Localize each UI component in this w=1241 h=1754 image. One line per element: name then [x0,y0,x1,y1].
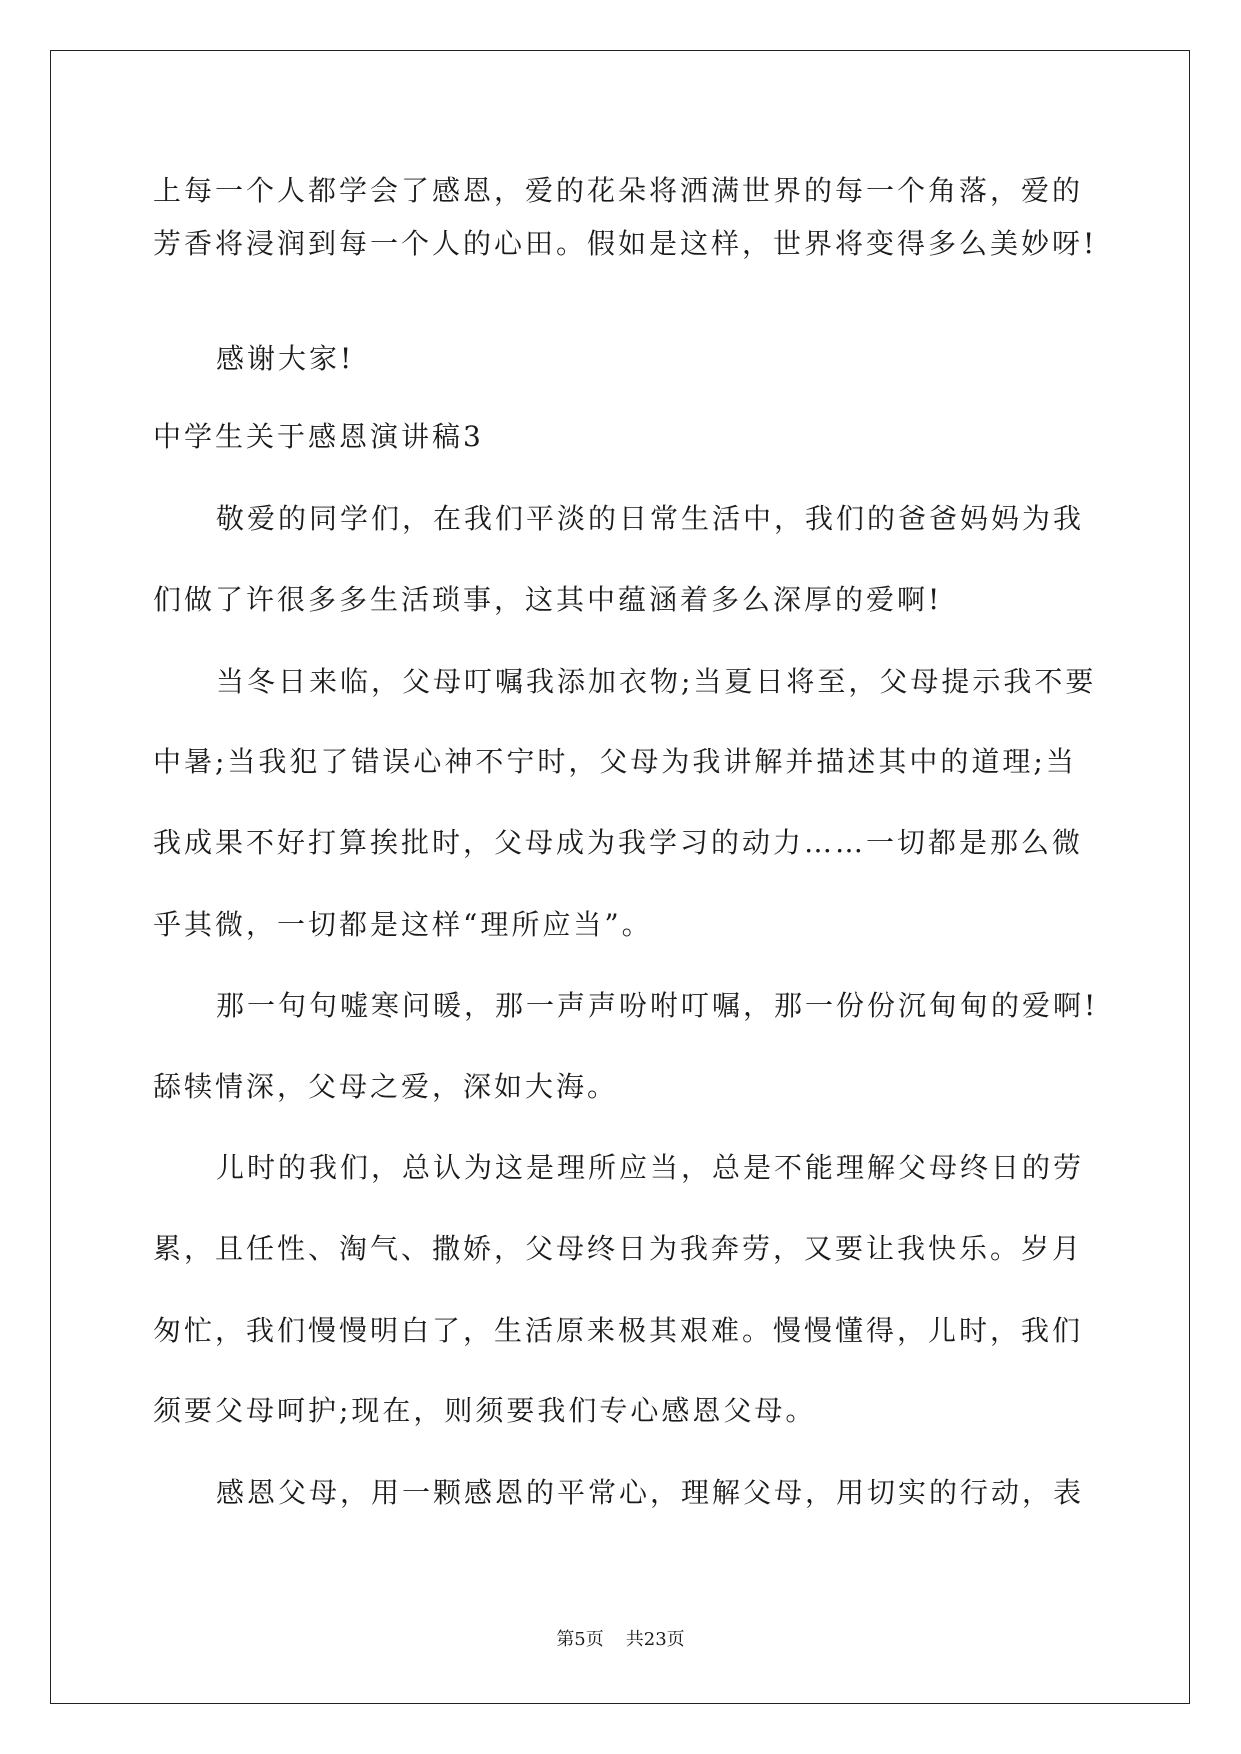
text-line: 我成果不好打算挨批时，父母成为我学习的动力……一切都是那么微 [153,826,1084,859]
page-border [50,50,1190,1704]
page-footer [0,1628,1241,1652]
text-line: 那一句句嘘寒问暖，那一声声吩咐叮嘱，那一份份沉甸甸的爱啊! [216,989,1099,1022]
page-total: 共23页 [625,1629,685,1650]
text-line: 敬爱的同学们，在我们平淡的日常生活中，我们的爸爸妈妈为我 [216,502,1085,535]
page-number: 第5页 [556,1629,604,1650]
text-line: 芳香将浸润到每一个人的心田。假如是这样，世界将变得多么美妙呀! [153,227,1098,260]
text-line: 儿时的我们，总认为这是理所应当，总是不能理解父母终日的劳 [216,1151,1085,1184]
closing-line: 感谢大家! [216,342,355,375]
text-line: 感恩父母，用一颗感恩的平常心，理解父母，用切实的行动，表 [216,1476,1085,1509]
text-line: 匆忙，我们慢慢明白了，生活原来极其艰难。慢慢懂得，儿时，我们 [153,1314,1084,1347]
text-line: 舔犊情深，父母之爱，深如大海。 [153,1070,619,1103]
text-line: 上每一个人都学会了感恩，爱的花朵将洒满世界的每一个角落，爱的 [153,174,1084,207]
section-heading: 中学生关于感恩演讲稿3 [153,420,484,453]
text-line: 中暑;当我犯了错误心神不宁时，父母为我讲解并描述其中的道理;当 [153,745,1077,778]
text-line: 须要父母呵护;现在，则须要我们专心感恩父母。 [153,1394,817,1427]
text-line: 累，且任性、淘气、撒娇，父母终日为我奔劳，又要让我快乐。岁月 [153,1232,1084,1265]
text-line: 们做了许很多多生活琐事，这其中蕴涵着多么深厚的爱啊! [153,583,943,616]
text-line: 乎其微，一切都是这样“理所应当”。 [153,908,653,941]
text-line: 当冬日来临，父母叮嘱我添加衣物;当夏日将至，父母提示我不要 [216,665,1097,698]
